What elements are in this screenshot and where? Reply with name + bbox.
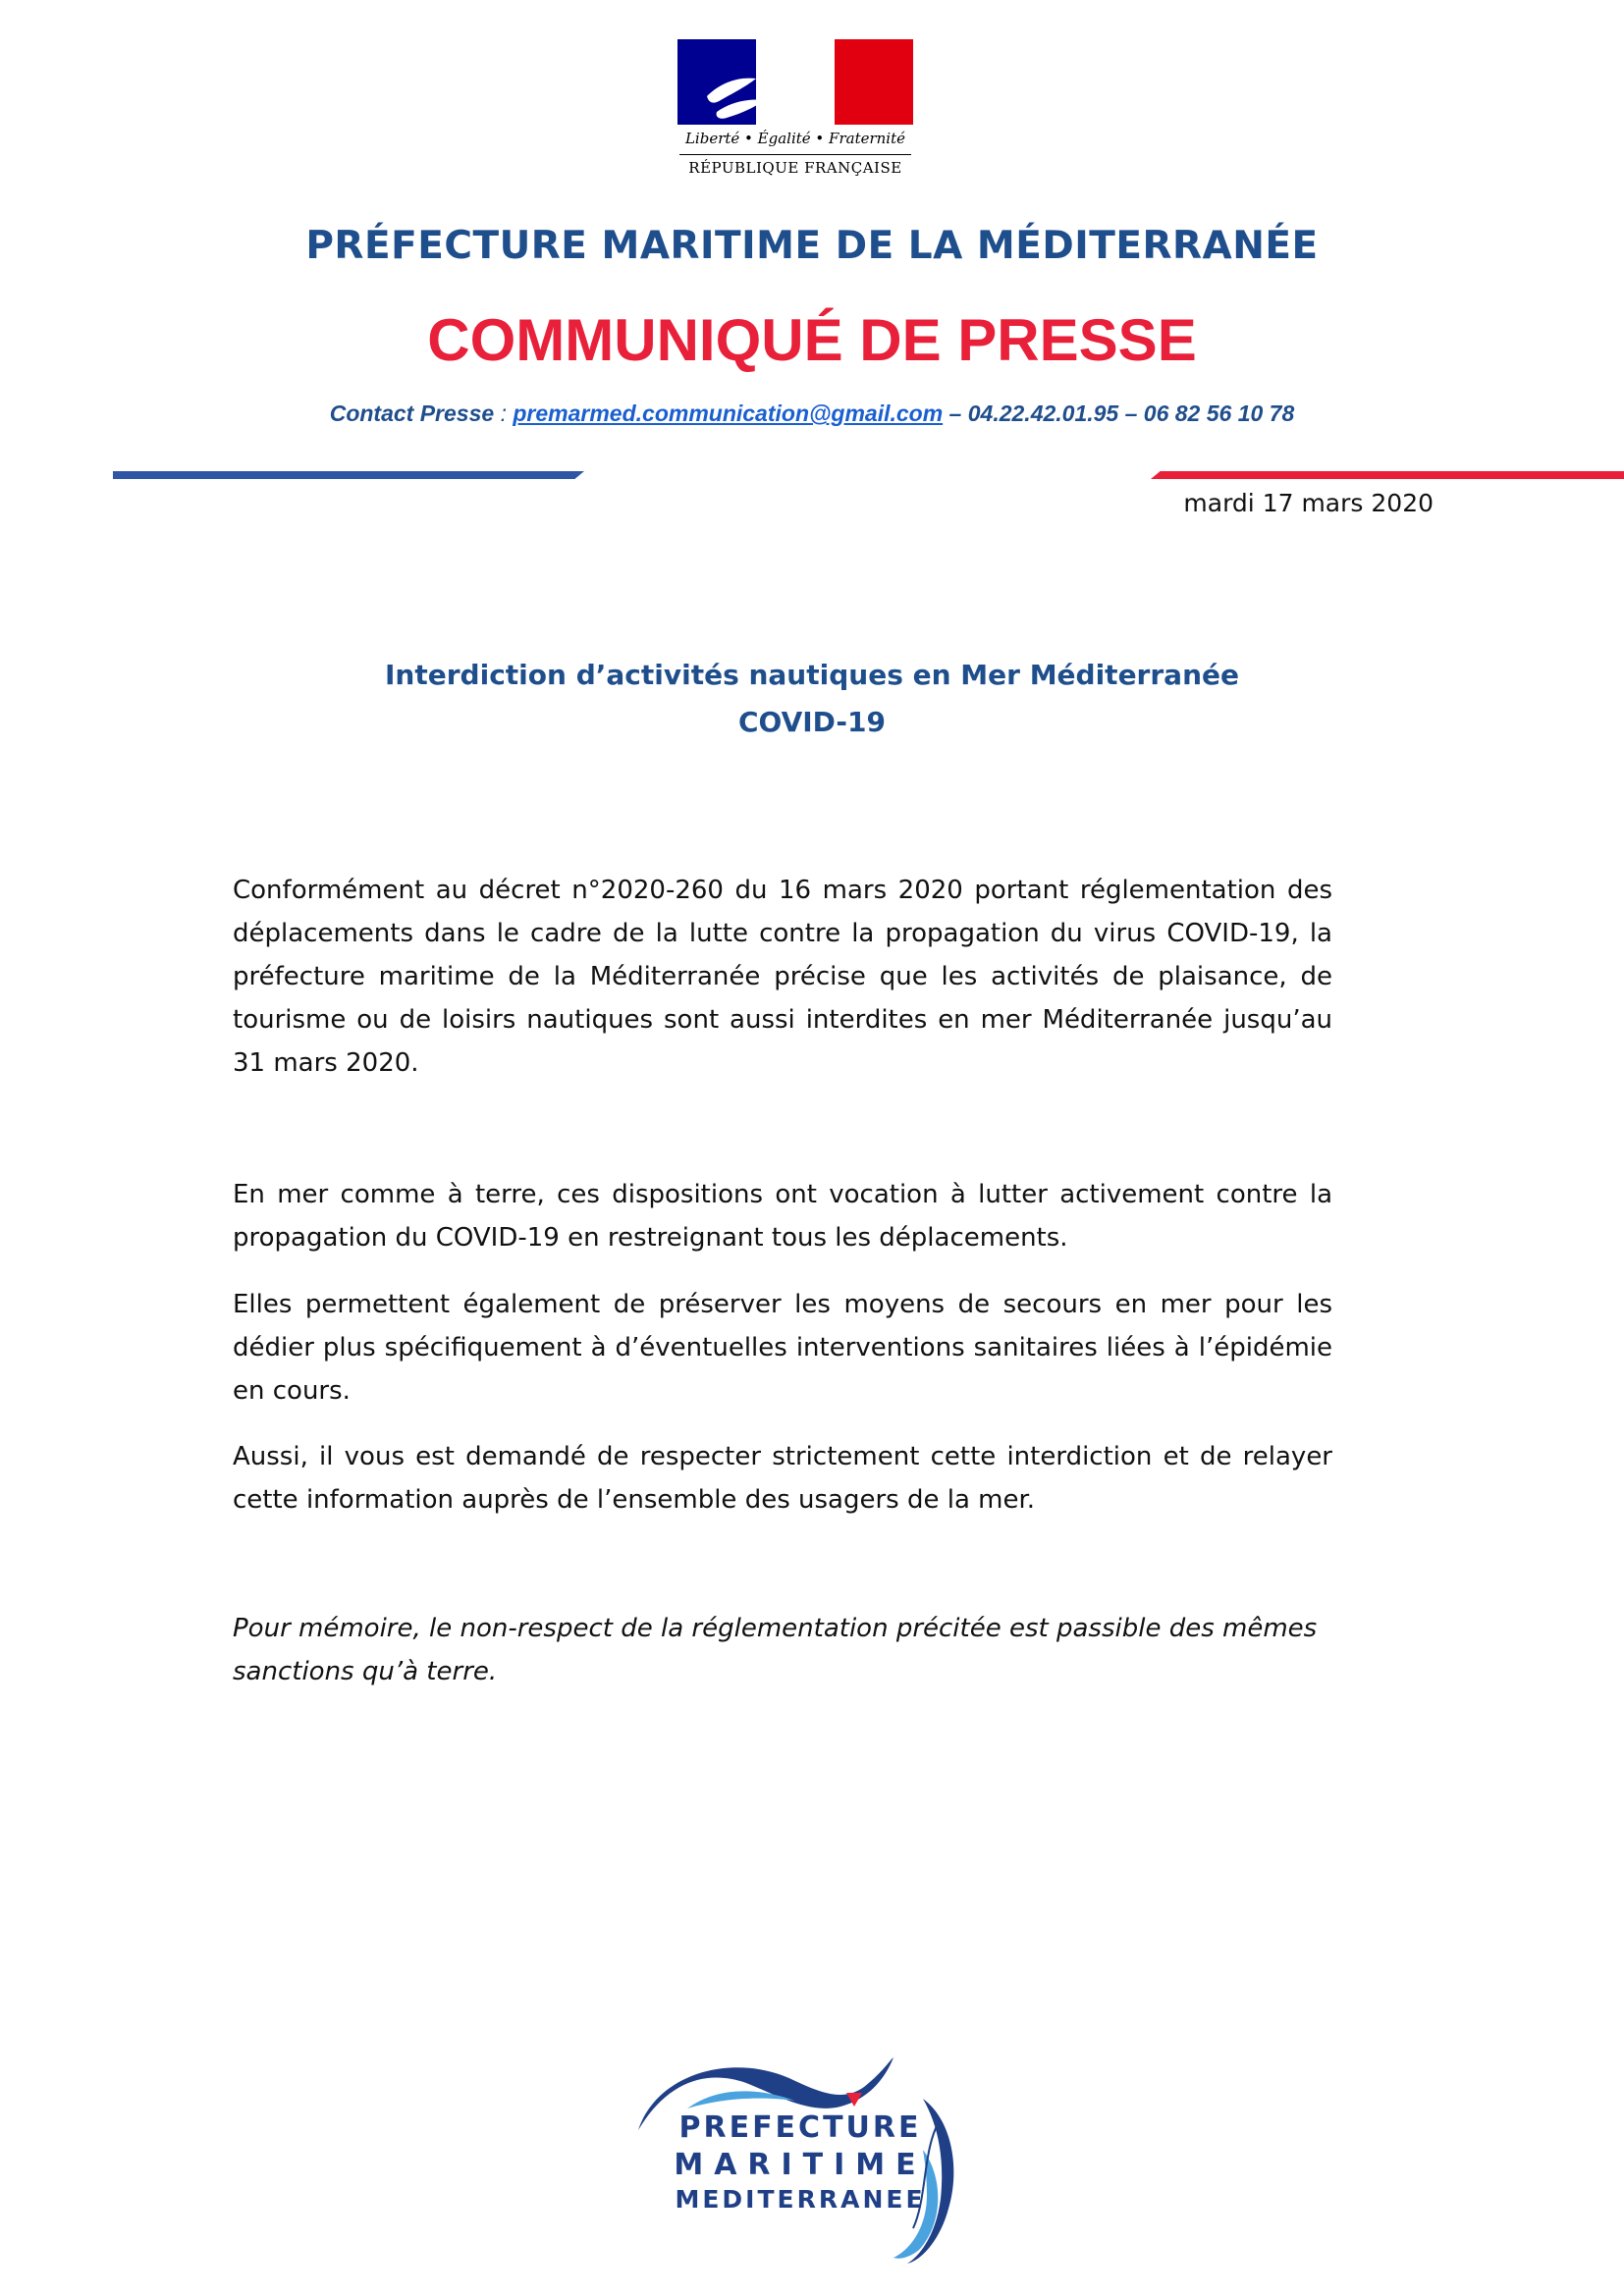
contact-phones: – 04.22.42.01.95 – 06 82 56 10 78 [943,400,1295,426]
logo-text-mediterranee: MEDITERRANEE [675,2185,926,2214]
body-paragraph-2: En mer comme à terre, ces dispositions ont vocation à lutter activement contre la propagation du COVID-19 en restreignant tous les déplacements. [233,1180,1332,1253]
body-paragraph-1: Conformément au décret n°2020-260 du 16 mars 2020 portant réglementation des déplacements dans le cadre de la lutte contre la propagation du virus COVID-19, la préfecture maritime de la Méditerranée précise que les activités de plaisance, de tourisme ou de loisirs nautiques sont aussi interdites en mer Méditerranée jusqu’au 31 mars 2020. [233,876,1332,1078]
document-title-line2: COVID-19 [737,706,887,738]
republic-name: RÉPUBLIQUE FRANÇAISE [688,159,902,177]
press-contact [0,400,1624,427]
body-paragraph-3: Elles permettent également de préserver les moyens de secours en mer pour les dédier plus spécifiquement à d’éventuelles interventions sanitaires liées à l’épidémie en cours. [233,1290,1332,1406]
marianne-logo [677,39,913,188]
header-rule-blue [113,471,584,479]
tricolor-flag [677,39,913,125]
prefecture-heading: PRÉFECTURE MARITIME DE LA MÉDITERRANÉE [305,224,1319,268]
contact-separator: : [494,400,514,426]
prefecture-maritime-logo [628,2032,1001,2277]
contact-email-link[interactable]: premarmed.communication@gmail.com [513,400,944,426]
motto-divider [679,154,911,155]
document-title-line1: Interdiction d’activités nautiques en Mer Méditerranée [385,659,1239,691]
body-paragraph-5: Pour mémoire, le non-respect de la réglementation précitée est passible des mêmes sanctions qu’à terre. [233,1614,1318,1686]
republic-motto: Liberté • Égalité • Fraternité [684,130,906,147]
logo-text-maritime: MARITIME [674,2148,927,2182]
marianne-profile-icon [677,39,913,125]
press-release-heading: COMMUNIQUÉ DE PRESSE [427,307,1197,373]
release-date: mardi 17 mars 2020 [1183,489,1434,517]
header-rule-red [1151,471,1624,479]
document-title [0,652,1624,746]
body-paragraph-4: Aussi, il vous est demandé de respecter strictement cette interdiction et de relayer cette information auprès de l’ensemble des usagers de la mer. [233,1442,1332,1515]
contact-label: Contact Presse [329,400,495,426]
logo-text-prefecture: PREFECTURE [678,2110,922,2145]
